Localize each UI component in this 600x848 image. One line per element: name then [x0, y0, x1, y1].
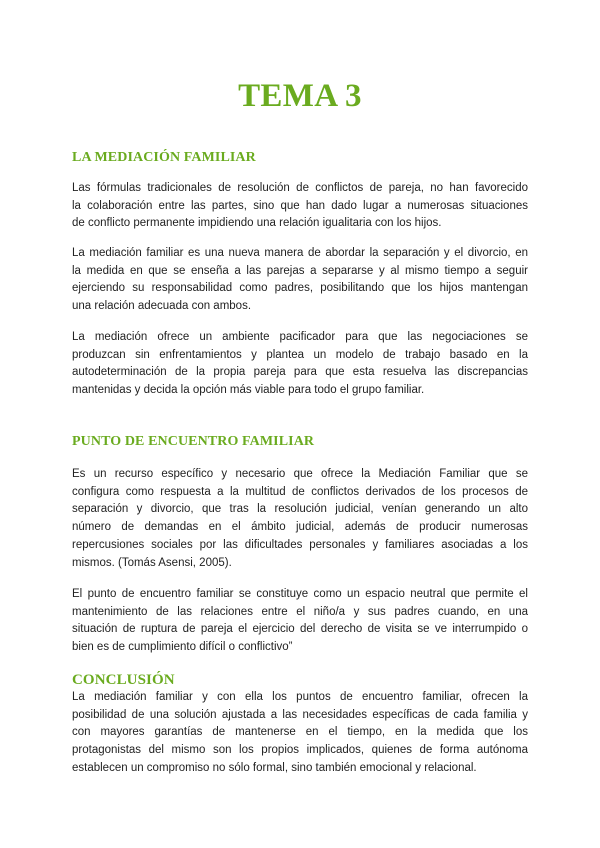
text-line: establecen un compromiso no sólo formal, sino también emocional y relacional.: [72, 761, 477, 774]
text-line: de conflicto permanente impidiendo una relación igualitaria con los hijos.: [72, 217, 442, 230]
text-line: situación de ruptura de pareja el ejercicio del derecho de visita se ve interrumpido o: [72, 623, 528, 636]
text-line: ejerciendo su responsabilidad como padres, posibilitando que los hijos mantengan: [72, 282, 528, 295]
paragraph-punto-encuentro-1: [72, 466, 528, 572]
text-line: configura como respuesta a la multitud de conflictos derivados de los procesos de: [72, 485, 528, 498]
text-line: Las fórmulas tradicionales de resolución de conflictos de pareja, no han favorecido: [72, 182, 528, 194]
text-line: La mediación familiar es una nueva manera de abordar la separación y el divorcio, en: [72, 247, 528, 259]
paragraph-mediacion-3: [72, 329, 528, 400]
paragraph-mediacion-1: [72, 180, 528, 233]
text-line: produzcan sin enfrentamientos y plantea un modelo de trabajo basado en la: [72, 348, 528, 361]
section-heading-punto-encuentro: PUNTO DE ENCUENTRO FAMILIAR: [72, 434, 315, 449]
text-line: la medida en que se enseña a las parejas a separarse y al mismo tiempo a seguir: [72, 264, 528, 277]
text-line: mantenimiento de las relaciones entre el niño/a y sus padres cuando, en una: [72, 605, 528, 618]
section-heading-mediacion: LA MEDIACIÓN FAMILIAR: [72, 150, 256, 165]
text-line: número de demandas en el ámbito judicial, además de producir numerosas: [72, 521, 528, 534]
text-line: mismos. (Tomás Asensi, 2005).: [72, 556, 232, 569]
text-line: separación y divorcio, que tras la resolución judicial, venían generando un alto: [72, 503, 528, 516]
text-line: autodeterminación de la propia pareja para que esta resuelva las discrepancias: [72, 366, 528, 379]
text-line: con mayores garantías de mantenerse en el tiempo, en la medida que los: [72, 726, 528, 739]
text-line: posibilidad de una solución ajustada a las necesidades específicas de cada familia y: [72, 708, 528, 721]
paragraph-mediacion-2: [72, 245, 528, 316]
text-line: Es un recurso específico y necesario que ofrece la Mediación Familiar que se: [72, 468, 528, 480]
text-line: bien es de cumplimiento difícil o conflictivo”: [72, 641, 293, 654]
text-line: mantenidas y decida la opción más viable para todo el grupo familiar.: [72, 384, 425, 397]
text-line: La mediación ofrece un ambiente pacificador para que las negociaciones se: [72, 331, 528, 343]
paragraph-punto-encuentro-2: [72, 586, 528, 657]
page-title: TEMA 3: [238, 78, 362, 114]
paragraph-conclusion: [72, 689, 528, 778]
text-line: La mediación familiar y con ella los puntos de encuentro familiar, ofrecen la: [72, 691, 528, 703]
section-heading-conclusion: CONCLUSIÓN: [72, 672, 175, 688]
text-line: El punto de encuentro familiar se constituye como un espacio neutral que permite el: [72, 588, 528, 600]
text-line: repercusiones sociales por las dificultades personales y familiares asociadas a los: [72, 538, 528, 551]
text-line: protagonistas del mismo son los propios implicados, quienes de forma autónoma: [72, 744, 528, 757]
text-line: una relación adecuada con ambos.: [72, 300, 252, 313]
text-line: la colaboración entre las partes, sino que han dado lugar a numerosas situaciones: [72, 199, 528, 212]
